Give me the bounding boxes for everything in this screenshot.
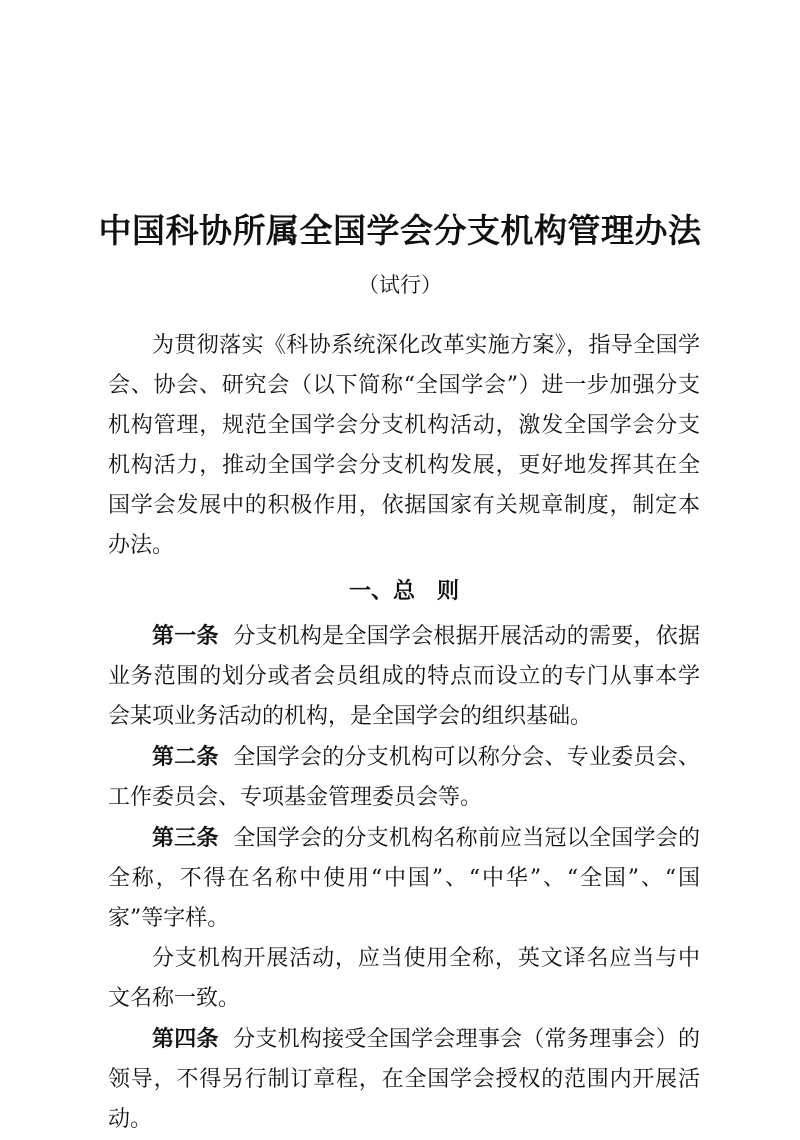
section-heading: 一、总 则 [348, 578, 459, 604]
article-text: 全国学会的分支机构名称前应当冠以全国学会的全称，不得在名称中使用“中国”、“中华”、“全国”、“国家”等字样。 [108, 826, 700, 931]
article-text: 分支机构开展活动，应当使用全称，英文译名应当与中文名称一致。 [108, 946, 700, 1011]
article-label: 第三条 [152, 825, 219, 851]
article-paragraph [108, 1019, 700, 1140]
article-label: 第二条 [152, 744, 219, 770]
article-paragraph [108, 616, 700, 737]
article-paragraph [108, 737, 700, 818]
article-text: 分支机构接受全国学会理事会（常务理事会）的领导，不得另行制订章程，在全国学会授权的范围内开展活动。 [108, 1027, 700, 1132]
article-text: 全国学会的分支机构可以称分会、专业委员会、工作委员会、专项基金管理委员会等。 [108, 745, 700, 810]
article-continuation-paragraph [108, 939, 700, 1019]
article-paragraph [108, 818, 700, 939]
document-title: 中国科协所属全国学会分支机构管理办法 [98, 211, 702, 250]
article-text: 分支机构是全国学会根据开展活动的需要，依据业务范围的划分或者会员组成的特点而设立的专门从事本学会某项业务活动的机构，是全国学会的组织基础。 [108, 624, 700, 729]
preamble-paragraph: 为贯彻落实《科协系统深化改革实施方案》，指导全国学会、协会、研究会（以下简称“全国学会”）进一步加强分支机构管理，规范全国学会分支机构活动，激发全国学会分支机构活力，推动全国学会分支机构发展，更好地发挥其在全国学会发展中的积极作用，依据国家有关规章制度，制定本办法。 [108, 333, 700, 558]
document-subtitle: （试行） [358, 273, 442, 297]
article-label: 第一条 [152, 623, 219, 649]
document-body [108, 326, 700, 1140]
article-label: 第四条 [152, 1026, 219, 1052]
